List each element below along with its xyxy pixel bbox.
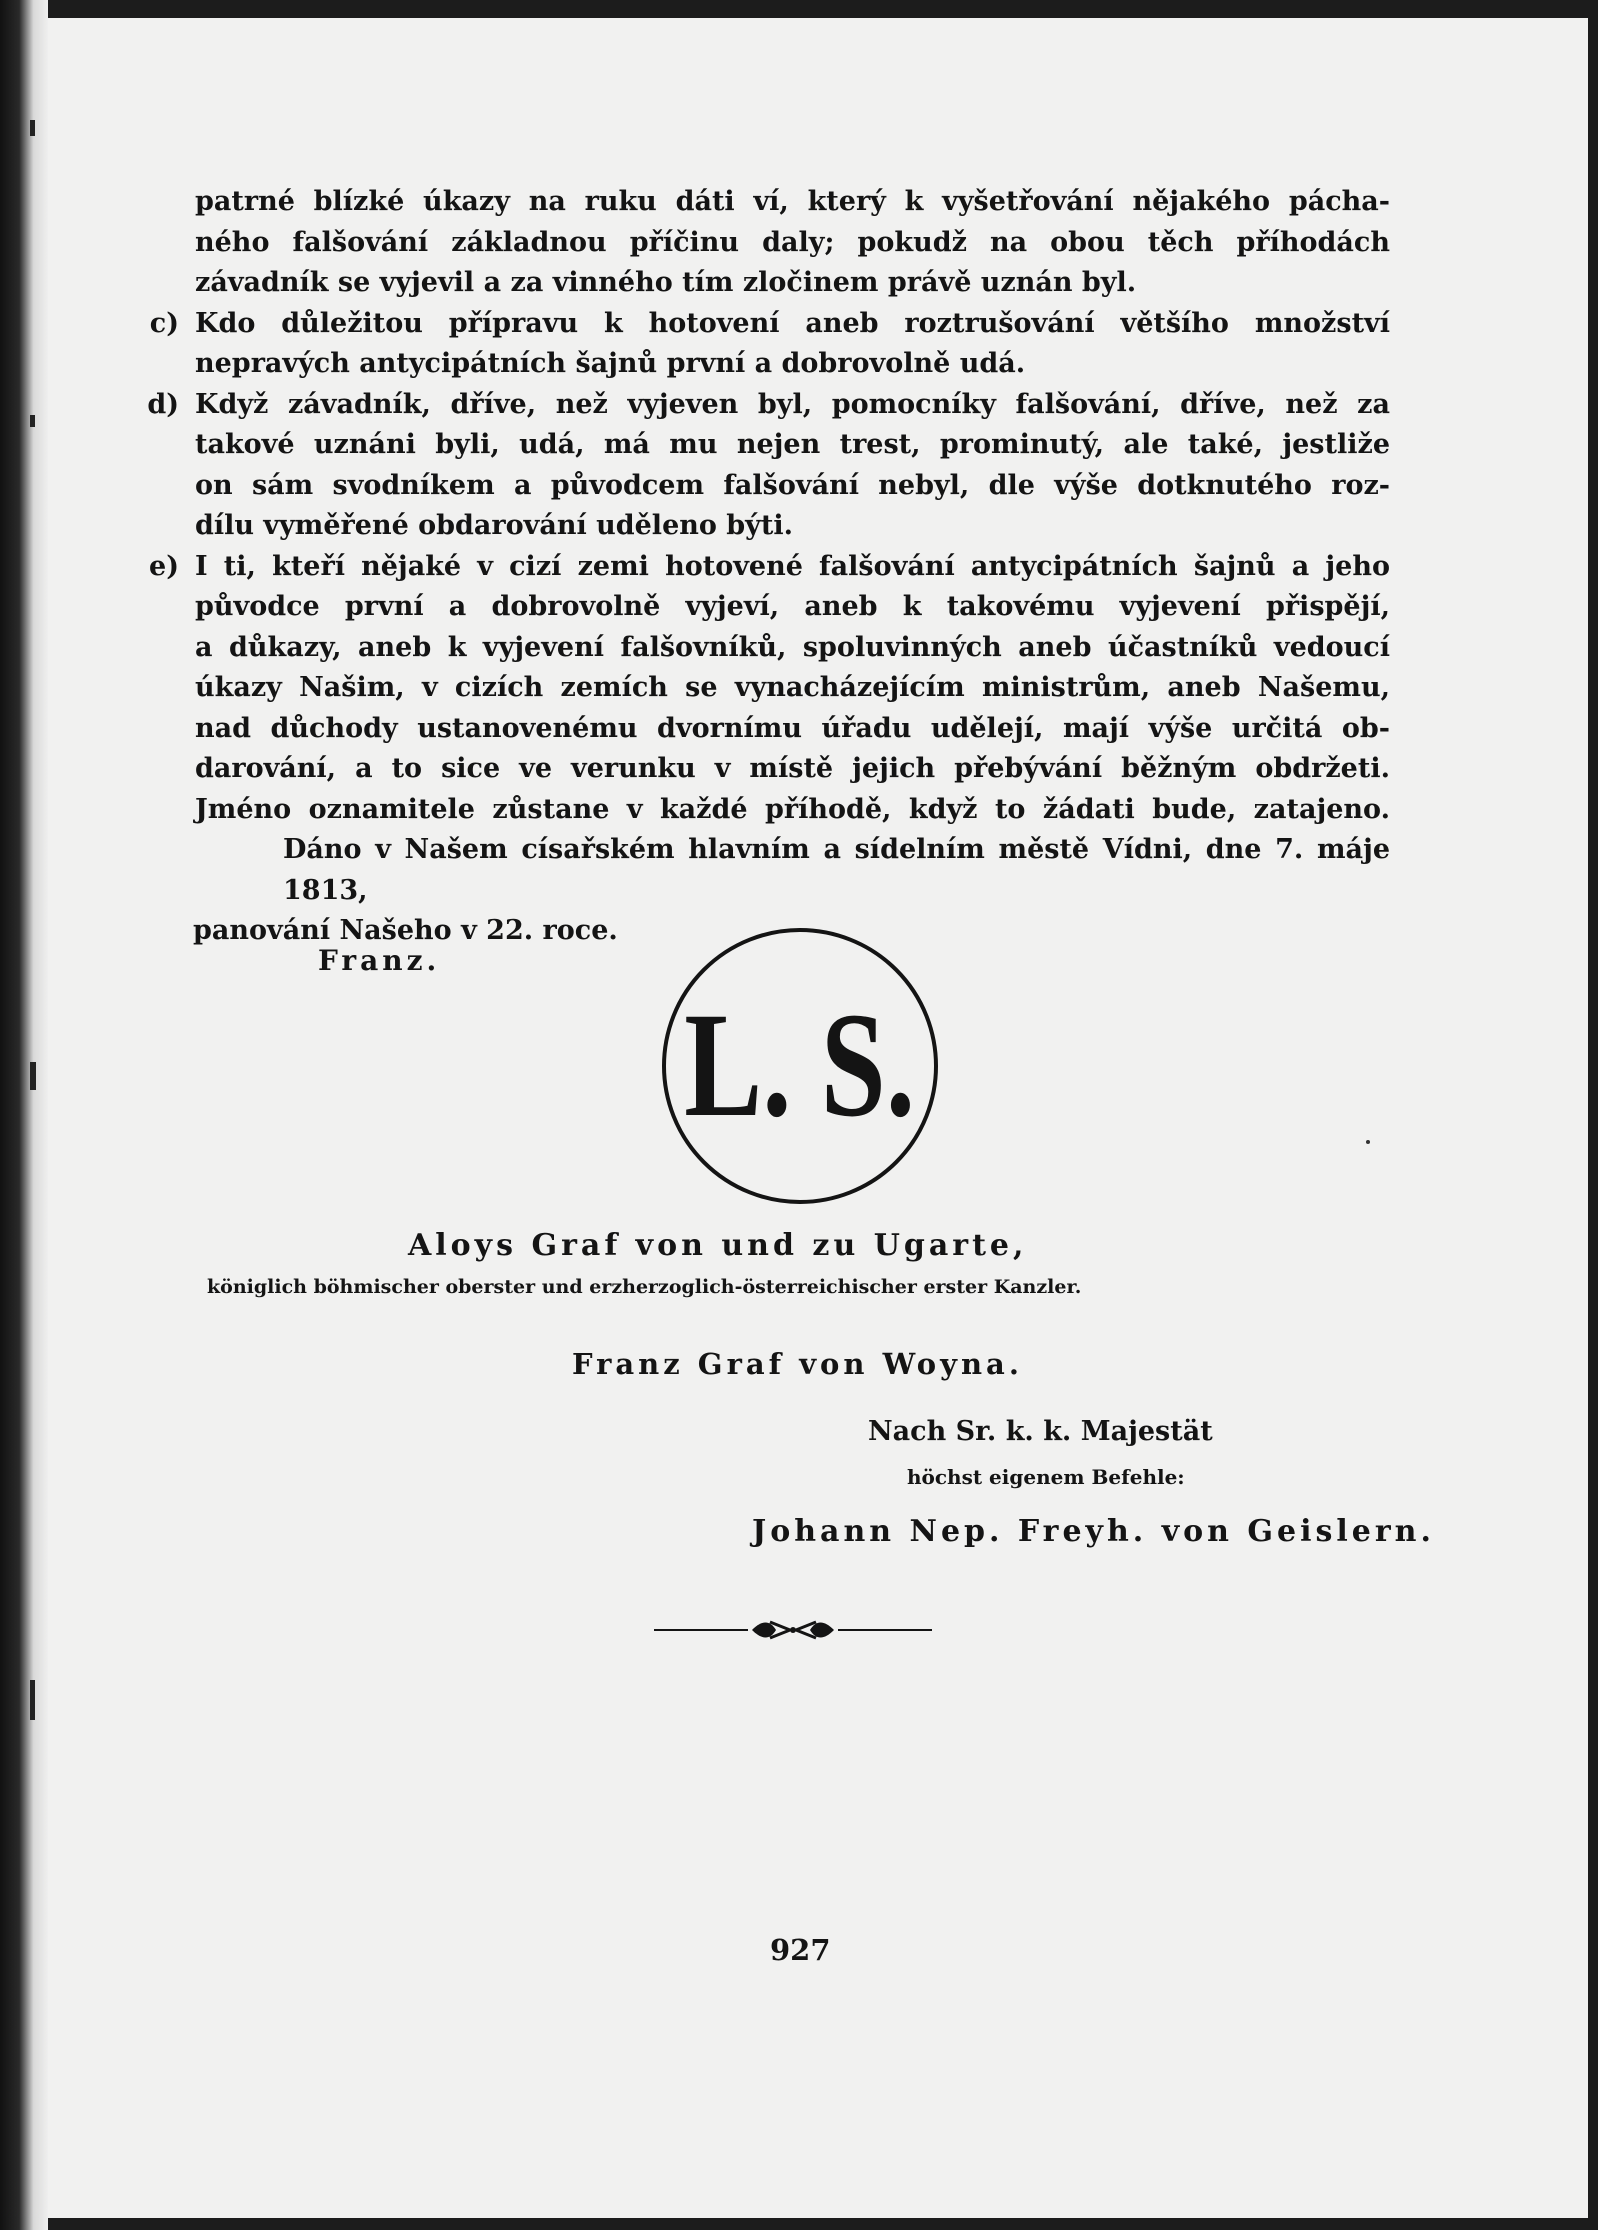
secretary-signature: Johann Nep. Freyh. von Geislern. [752,1514,1435,1549]
text-line: nepravých antycipátních šajnů první a dobrovolně udá. [195,348,1026,379]
text-line: on sám svodníkem a původcem falšování nebyl, dle výše dotknutého roz- [195,469,1390,501]
text-line: Jméno oznamitele zůstane v každé příhodě, když to žádati bude, zatajeno. [195,793,1390,825]
lead-paragraph [195,182,1390,304]
text-line: Když závadník, dříve, než vyjeven byl, pomocníky falšování, dříve, než za [195,388,1390,420]
binding-edge [0,0,48,2230]
list-item-body [195,385,1390,547]
page-number: 927 [770,1933,831,1967]
ornamental-divider-icon [652,1612,934,1648]
list-item-c [115,304,1390,385]
text-line: dílu vyměřené obdarování uděleno býti. [195,510,793,541]
text-line: darování, a to sice ve verunku v místě jejich přebývání běžným obdržeti. [195,753,1390,784]
list-marker: d) [147,388,179,420]
binding-mark [30,415,35,427]
text-line: a důkazy, aneb k vyjevení falšovníků, spoluvinných aneb účastníků vedoucí [195,631,1390,663]
body-text [147,182,1390,952]
list-item-e [115,547,1390,831]
text-line: úkazy Našim, v cizích zemích se vynacházejícím ministrům, aneb Našemu, [195,672,1390,703]
text-line: takové uznáni byli, udá, má mu nejen trest, prominutý, ale také, jestliže [195,429,1390,460]
text-line: patrné blízké úkazy na ruku dáti ví, který k vyšetřování nějakého pácha- [195,186,1390,217]
list-marker: c) [149,307,179,339]
text-line: původce první a dobrovolně vyjeví, aneb k takovému vyjevení přispějí, [195,591,1390,622]
stray-dot [1366,1140,1370,1144]
list-item-body [195,304,1390,385]
list-marker: e) [149,550,179,582]
text-line: Kdo důležitou přípravu k hotovení aneb roztrušování většího množství [195,307,1390,339]
emperor-signature: Franz. [318,944,441,977]
binding-mark [30,1062,36,1090]
second-signatory: Franz Graf von Woyna. [572,1347,1023,1381]
text-line: závadník se vyjevil a za vinného tím zločinem právě uznán byl. [195,267,1137,298]
seal-ls [660,925,940,1207]
text-line: nad důchody ustanovenému dvornímu úřadu udělejí, mají výše určitá ob- [195,712,1390,744]
list-item-d [115,385,1390,547]
text-line: panování Našeho v 22. roce. [193,915,618,946]
binding-mark [30,120,35,136]
list-item-body [195,547,1390,831]
seal-text: L. S. [684,982,916,1149]
chancellor-name: Aloys Graf von und zu Ugarte, [408,1228,1028,1263]
text-line: I ti, kteří nějaké v cizí zemi hotovené falšování antycipátních šajnů a jeho [195,550,1390,582]
order-line-1: Nach Sr. k. k. Majestät [868,1416,1213,1447]
order-line-2: höchst eigenem Befehle: [907,1465,1185,1489]
binding-mark [30,1680,35,1720]
chancellor-title: königlich böhmischer oberster und erzherzoglich-österreichischer erster Kanzler. [207,1276,1082,1298]
text-line: Dáno v Našem císařském hlavním a sídelním městě Vídni, dne 7. máje 1813, [283,834,1390,906]
text-line: ného falšování základnou příčinu daly; pokudž na obou těch příhodách [195,226,1390,258]
